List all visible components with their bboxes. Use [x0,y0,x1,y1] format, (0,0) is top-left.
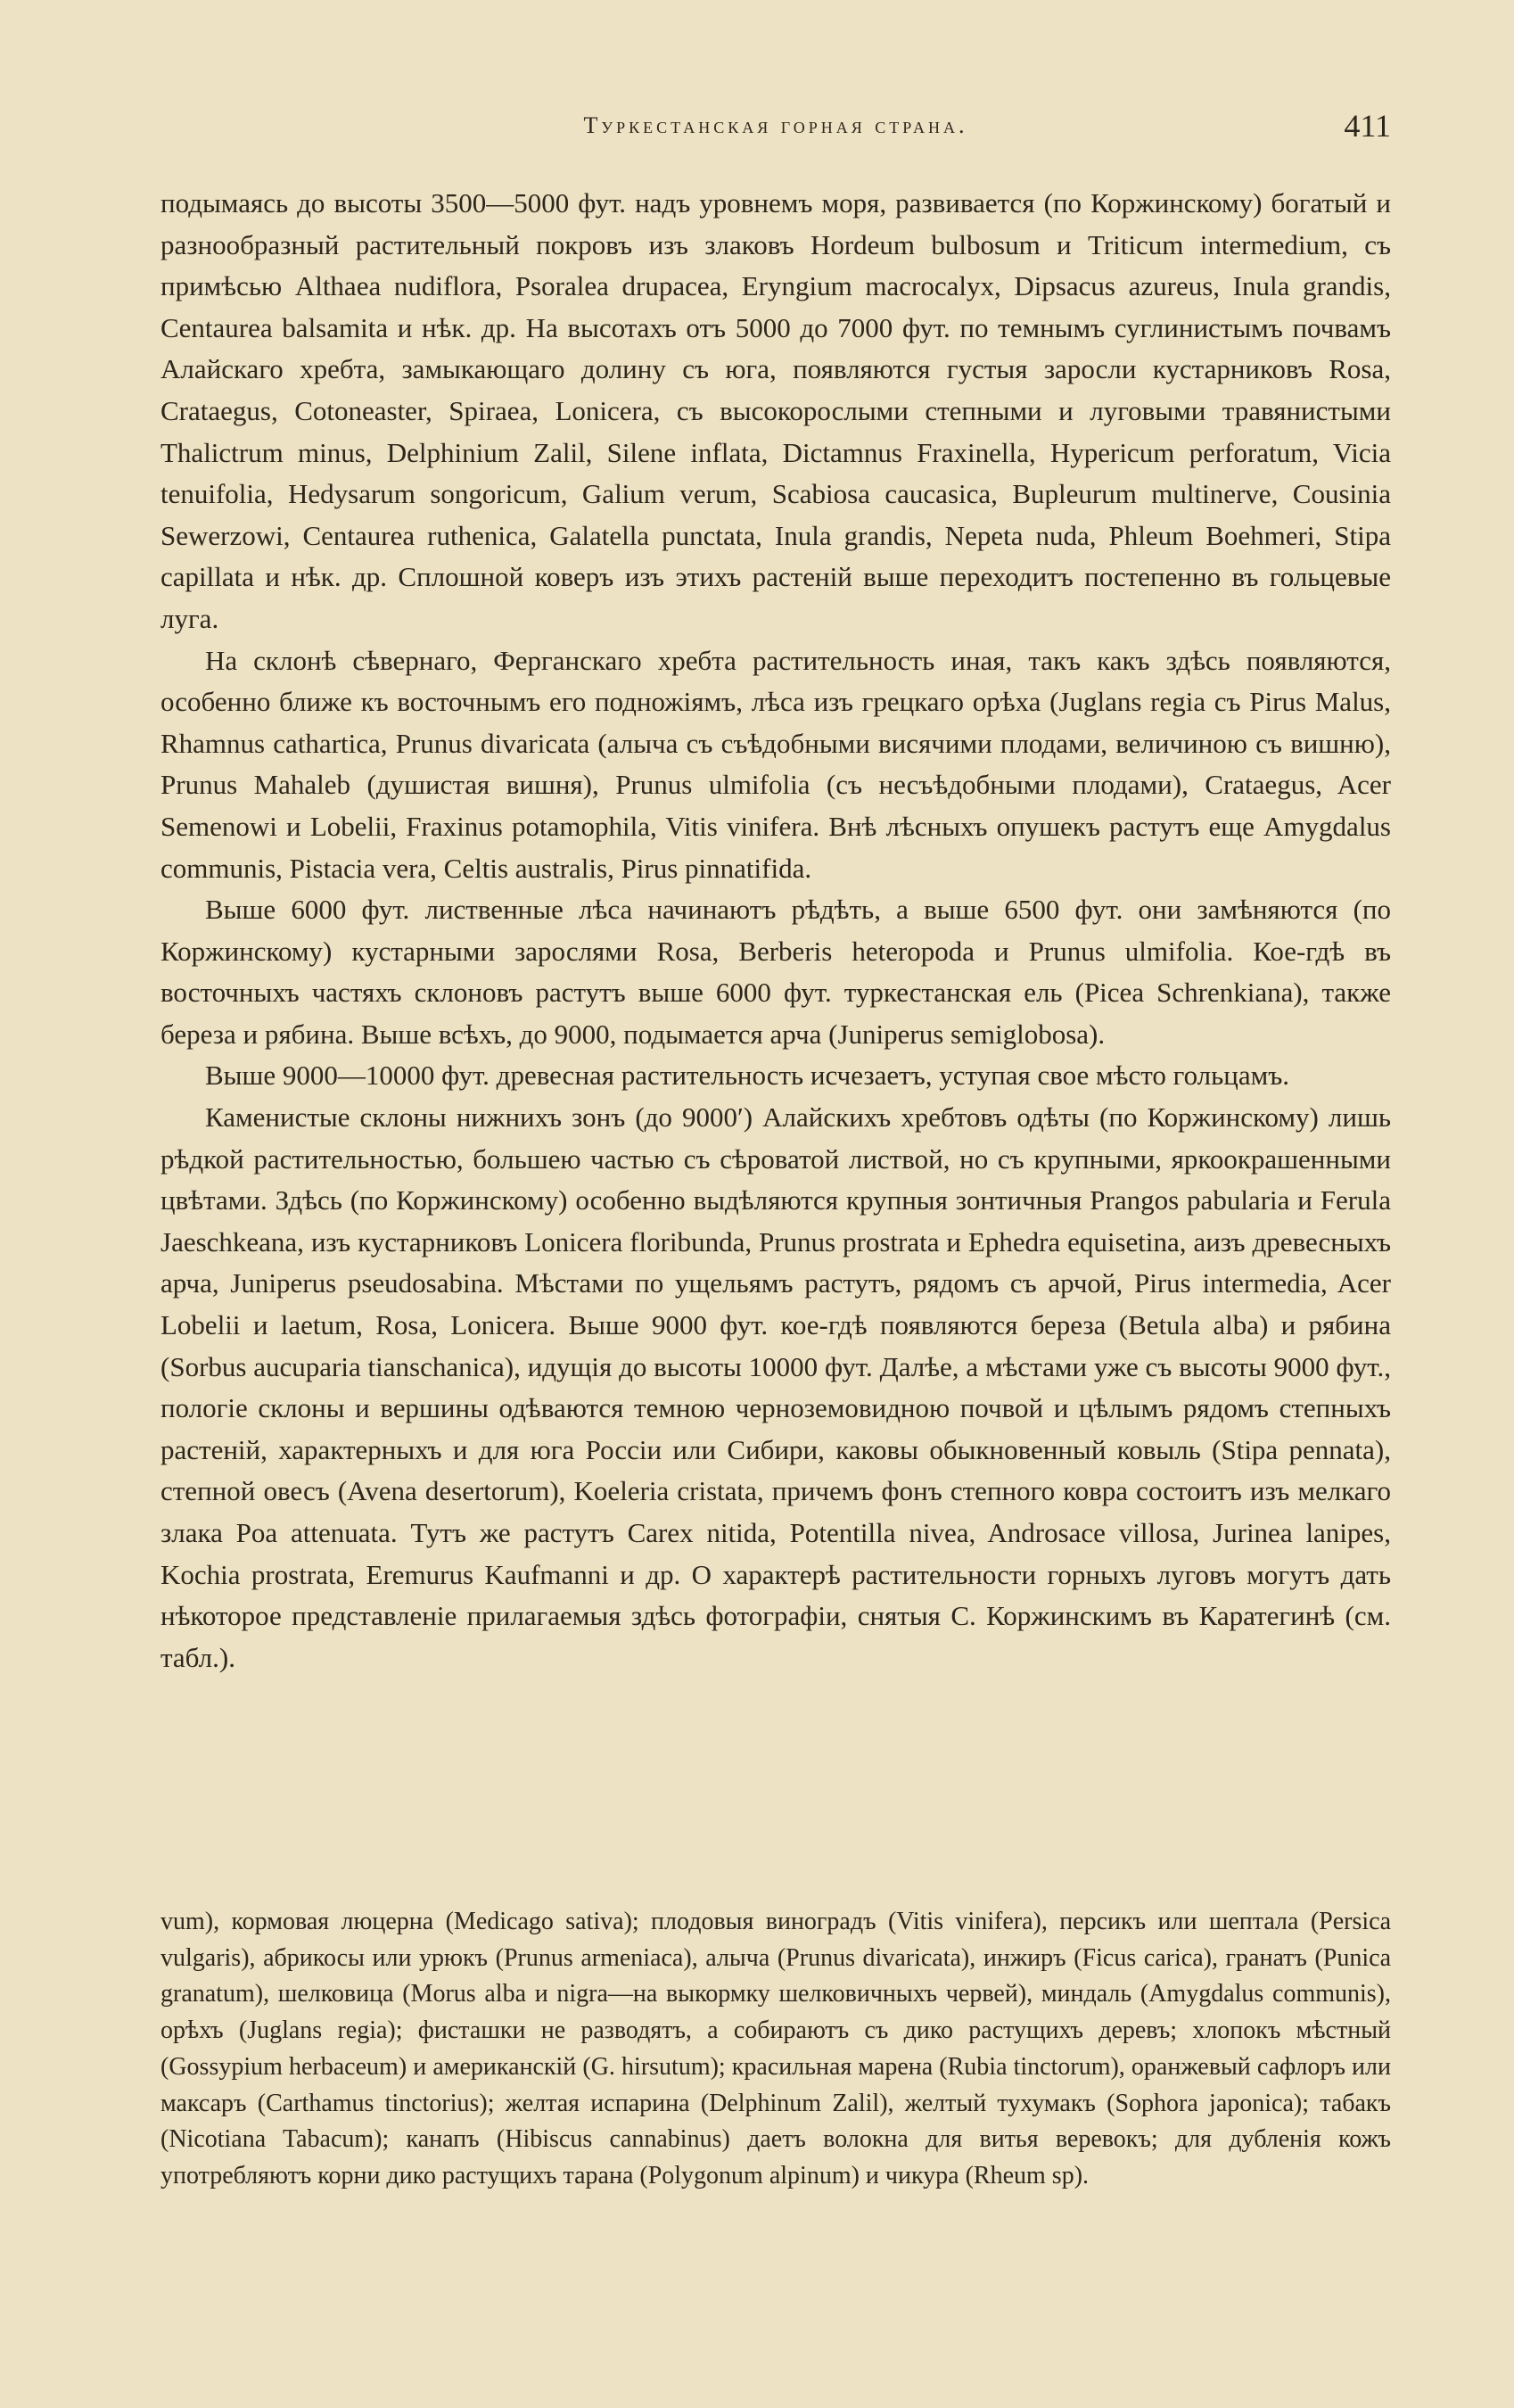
footnote-text: vum), кормовая люцерна (Medicago sativa); плодовыя виноградъ (Vitis vinifera), персикъ или шептала (Persica vulgaris), абрикосы или урюкъ (Prunus armeniaca), алыча (Prunus divaricata), инжиръ (Ficus carica), гранатъ (Punica granatum), шелковица (Morus alba и nigra—на выкормку шелковичныхъ червей), миндаль (Amygdalus communis), орѣхъ (Juglans regia); фисташки не разводятъ, а собираютъ съ дико растущихъ деревъ; хлопокъ мѣстный (Gossypium herbaceum) и американскій (G. hirsutum); красильная марена (Rubia tinctorum), оранжевый сафлоръ или максаръ (Carthamus tinctorius); желтая испарина (Delphinum Zalil), желтый тухумакъ (Sophora japonica); табакъ (Nicotiana Tabacum); канапъ (Hibiscus cannabinus) даетъ волокна для витья веревокъ; для дубленія кожъ употребляютъ корни дико растущихъ тарана (Polygonum alpinum) и чикура (Rheum sp). [160,1908,1391,2189]
paragraph-5: Каменистые склоны нижнихъ зонъ (до 9000′) Алайскихъ хребтовъ одѣты (по Коржинскому) лишь рѣдкой растительностью, большею частью съ сѣроватой листвой, но съ крупными, яркоокрашенными цвѣтами. Здѣсь (по Коржинскому) особенно выдѣляются крупныя зонтичныя Prangos pabularia и Ferula Jaeschkeana, изъ кустарниковъ Lonicera floribunda, Prunus prostrata и Ephedra equisetina, аизъ древесныхъ арча, Juniperus pseudosabina. Мѣстами по ущельямъ растутъ, рядомъ съ арчой, Pirus intermedia, Acer Lobelii и laetum, Rosa, Lonicera. Выше 9000 фут. кое-гдѣ появляются береза (Betula alba) и рябина (Sorbus aucuparia tianschanica), идущія до высоты 10000 фут. Далѣе, а мѣстами уже съ высоты 9000 фут., пологіе склоны и вершины одѣваются темною черноземовидною почвой и цѣлымъ рядомъ степныхъ растеній, характерныхъ и для юга Россіи или Сибири, каковы обыкновенный ковыль (Stipa pennata), степной овесъ (Avena desertorum), Koeleria cristata, причемъ фонъ степного ковра состоитъ изъ мелкаго злака Poa attenuata. Тутъ же растутъ Carex nitida, Potentilla nivea, Androsace villosa, Jurinea lanipes, Kochia prostrata, Eremurus Kaufmanni и др. О характерѣ растительности горныхъ луговъ могутъ дать нѣкоторое представленіе прилагаемыя здѣсь фотографіи, снятыя С. Коржинскимъ въ Каратегинѣ (см. табл.). [160,1101,1391,1673]
paragraph-3: Выше 6000 фут. лиственные лѣса начинаютъ рѣдѣть, а выше 6500 фут. они замѣняются (по Коржинскому) кустарными зарослями Rosa, Berberis heteropoda и Prunus ulmifolia. Кое-гдѣ въ восточныхъ частяхъ склоновъ растутъ выше 6000 фут. туркестанская ель (Picea Schrenkiana), также береза и рябина. Выше всѣхъ, до 9000, подымается арча (Juniperus semiglobosa). [160,894,1391,1050]
main-text [160,183,1391,1678]
paragraph-4: Выше 9000—10000 фут. древесная растительность исчезаетъ, уступая свое мѣсто гольцамъ. [205,1060,1290,1092]
page-header [160,100,1391,153]
paragraph-1: подымаясь до высоты 3500—5000 фут. надъ уровнемъ моря, развивается (по Коржинскому) богатый и разнообразный растительный покровъ изъ злаковъ Hordeum bulbosum и Triticum intermedium, съ примѣсью Althaea nudiflora, Psoralea drupacea, Eryngium macrocalyx, Dipsacus azureus, Inula grandis, Centaurea balsamita и нѣк. др. На высотахъ отъ 5000 до 7000 фут. по темнымъ суглинистымъ почвамъ Алайскаго хребта, замыкающаго долину съ юга, появляются густыя заросли кустарниковъ Rosa, Crataegus, Cotoneaster, Spiraea, Lonicera, съ высокорослыми степными и луговыми травянистыми Thalictrum minus, Delphinium Zalil, Silene inflata, Dictamnus Fraxinella, Hypericum perforatum, Vicia tenuifolia, Hedysarum songoricum, Galium verum, Scabiosa caucasica, Bupleurum multinerve, Cousinia Sewerzowi, Centaurea ruthenica, Galatella punctata, Inula grandis, Nepeta nuda, Phleum Boehmeri, Stipa capillata и нѣк. др. Сплошной коверъ изъ этихъ растеній выше переходитъ постепенно въ гольцевые луга. [160,187,1391,634]
page-number: 411 [1344,108,1391,144]
running-title: Туркестанская горная страна. [583,112,968,138]
footnote [160,1904,1391,2195]
paragraph-2: На склонѣ сѣвернаго, Ферганскаго хребта растительность иная, такъ какъ здѣсь появляются, особенно ближе къ восточнымъ его подножіямъ, лѣса изъ грецкаго орѣха (Juglans regia съ Pirus Malus, Rhamnus cathartica, Prunus divaricata (алыча съ съѣдобными висячими плодами, величиною съ вишню), Prunus Mahaleb (душистая вишня), Prunus ulmifolia (съ несъѣдобными плодами), Crataegus, Acer Semenowi и Lobelii, Fraxinus potamophila, Vitis vinifera. Внѣ лѣсныхъ опушекъ растутъ еще Amygdalus communis, Pistacia vera, Celtis australis, Pirus pinnatifida. [160,644,1391,884]
